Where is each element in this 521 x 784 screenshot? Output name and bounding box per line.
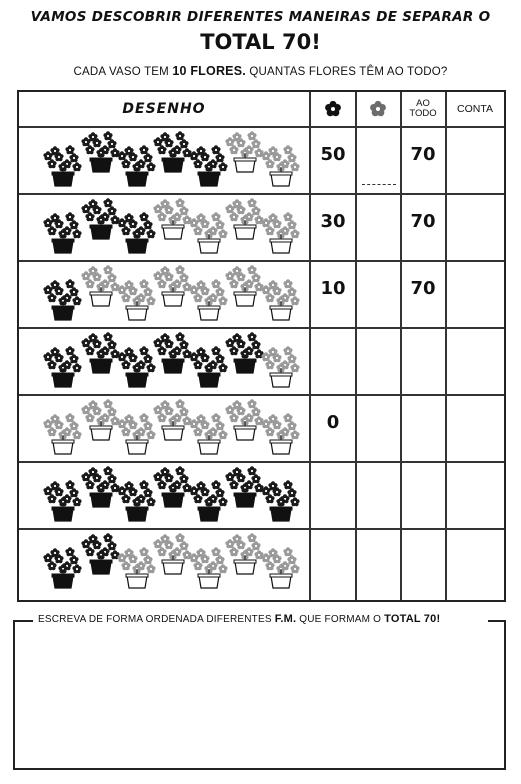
total-cell[interactable] <box>401 327 445 384</box>
dark-flower-pot-icon <box>225 332 263 373</box>
dark-count-cell[interactable]: 50 <box>320 144 346 165</box>
row-drawing <box>19 528 309 595</box>
light-flower-pot-icon <box>261 547 299 588</box>
light-flower-pot-icon <box>81 265 119 306</box>
light-count-cell[interactable] <box>356 193 400 250</box>
dark-flower-pot-icon <box>81 332 119 373</box>
instructions-subtitle <box>0 64 521 78</box>
conta-cell[interactable] <box>446 193 504 250</box>
dark-flower-icon <box>324 100 342 118</box>
row-drawing <box>19 394 309 461</box>
dark-flower-pot-icon <box>43 346 81 387</box>
dark-flower-pot-icon <box>153 131 191 172</box>
dark-flower-pot-icon <box>261 480 299 521</box>
light-flower-pot-icon <box>189 279 227 320</box>
write-box[interactable] <box>13 620 506 770</box>
light-flower-pot-icon <box>225 198 263 239</box>
dark-flower-pot-icon <box>189 480 227 521</box>
light-flower-pot-icon <box>261 145 299 186</box>
total-cell[interactable] <box>401 394 445 451</box>
light-count-cell[interactable] <box>356 461 400 518</box>
total-cell[interactable] <box>401 461 445 518</box>
light-flower-pot-icon <box>189 547 227 588</box>
column-header-conta: CONTA <box>457 103 493 115</box>
light-count-cell[interactable] <box>356 327 400 384</box>
dark-flower-pot-icon <box>117 480 155 521</box>
total-cell[interactable]: 70 <box>410 144 436 165</box>
page-title-line2: TOTAL 70! <box>200 30 321 54</box>
light-flower-pot-icon <box>261 279 299 320</box>
dark-flower-pot-icon <box>43 279 81 320</box>
total-cell[interactable] <box>401 528 445 585</box>
row-drawing <box>19 327 309 394</box>
dark-flower-pot-icon <box>117 145 155 186</box>
dark-count-cell[interactable] <box>311 528 355 585</box>
light-flower-pot-icon <box>153 399 191 440</box>
answer-dash-line <box>362 184 396 185</box>
row-drawing <box>19 260 309 327</box>
write-box-instruction <box>38 613 440 625</box>
light-flower-icon <box>369 100 387 118</box>
dark-flower-pot-icon <box>43 212 81 253</box>
column-header-dark-flower <box>311 92 355 126</box>
ao-todo-line2: TODO <box>409 108 437 119</box>
conta-cell[interactable] <box>446 260 504 317</box>
light-count-cell[interactable] <box>356 260 400 317</box>
dark-flower-pot-icon <box>43 547 81 588</box>
light-flower-pot-icon <box>189 212 227 253</box>
dark-count-cell[interactable]: 10 <box>320 278 346 299</box>
light-flower-pot-icon <box>225 533 263 574</box>
dark-count-cell[interactable] <box>311 327 355 384</box>
light-flower-pot-icon <box>117 279 155 320</box>
dark-flower-pot-icon <box>189 346 227 387</box>
column-header-desenho: DESENHO <box>122 101 206 117</box>
light-flower-pot-icon <box>117 547 155 588</box>
dark-flower-pot-icon <box>43 480 81 521</box>
dark-flower-pot-icon <box>117 346 155 387</box>
light-flower-pot-icon <box>225 265 263 306</box>
dark-flower-pot-icon <box>81 533 119 574</box>
instruction-bold-fm: F.M. <box>274 613 297 625</box>
light-flower-pot-icon <box>261 413 299 454</box>
column-header-ao-todo <box>401 92 445 126</box>
light-flower-pot-icon <box>225 131 263 172</box>
dark-flower-pot-icon <box>81 198 119 239</box>
page-title-line1: VAMOS DESCOBRIR DIFERENTES MANEIRAS DE SEPARAR O <box>30 9 491 25</box>
dark-count-cell[interactable] <box>311 461 355 518</box>
conta-cell[interactable] <box>446 461 504 518</box>
light-count-cell[interactable] <box>356 528 400 585</box>
conta-cell[interactable] <box>446 327 504 384</box>
subtitle-bold: 10 FLORES. <box>172 64 246 78</box>
instruction-pre: ESCREVA DE FORMA ORDENADA DIFERENTES <box>38 614 272 625</box>
dark-count-cell[interactable]: 0 <box>326 412 340 433</box>
light-count-cell[interactable] <box>356 394 400 451</box>
light-count-cell[interactable] <box>356 126 400 183</box>
total-cell[interactable]: 70 <box>410 211 436 232</box>
light-flower-pot-icon <box>81 399 119 440</box>
row-drawing <box>19 126 309 193</box>
light-flower-pot-icon <box>153 198 191 239</box>
ao-todo-line1: AO <box>416 98 430 109</box>
instruction-mid: QUE FORMAM O <box>299 614 382 625</box>
conta-cell[interactable] <box>446 528 504 585</box>
light-flower-pot-icon <box>225 399 263 440</box>
light-flower-pot-icon <box>261 212 299 253</box>
column-header-light-flower <box>356 92 400 126</box>
light-flower-pot-icon <box>153 533 191 574</box>
dark-flower-pot-icon <box>81 131 119 172</box>
light-flower-pot-icon <box>261 346 299 387</box>
row-drawing <box>19 461 309 528</box>
dark-count-cell[interactable]: 30 <box>320 211 346 232</box>
light-flower-pot-icon <box>43 413 81 454</box>
conta-cell[interactable] <box>446 126 504 183</box>
dark-flower-pot-icon <box>153 466 191 507</box>
instruction-bold-total: TOTAL 70! <box>384 613 441 625</box>
dark-flower-pot-icon <box>189 145 227 186</box>
subtitle-pre: CADA VASO TEM <box>73 66 169 78</box>
flower-table <box>17 90 506 602</box>
total-cell[interactable]: 70 <box>410 278 436 299</box>
light-flower-pot-icon <box>153 265 191 306</box>
dark-flower-pot-icon <box>81 466 119 507</box>
dark-flower-pot-icon <box>225 466 263 507</box>
light-flower-pot-icon <box>117 413 155 454</box>
conta-cell[interactable] <box>446 394 504 451</box>
row-drawing <box>19 193 309 260</box>
dark-flower-pot-icon <box>43 145 81 186</box>
subtitle-post: QUANTAS FLORES TÊM AO TODO? <box>249 66 448 78</box>
dark-flower-pot-icon <box>153 332 191 373</box>
dark-flower-pot-icon <box>117 212 155 253</box>
light-flower-pot-icon <box>189 413 227 454</box>
